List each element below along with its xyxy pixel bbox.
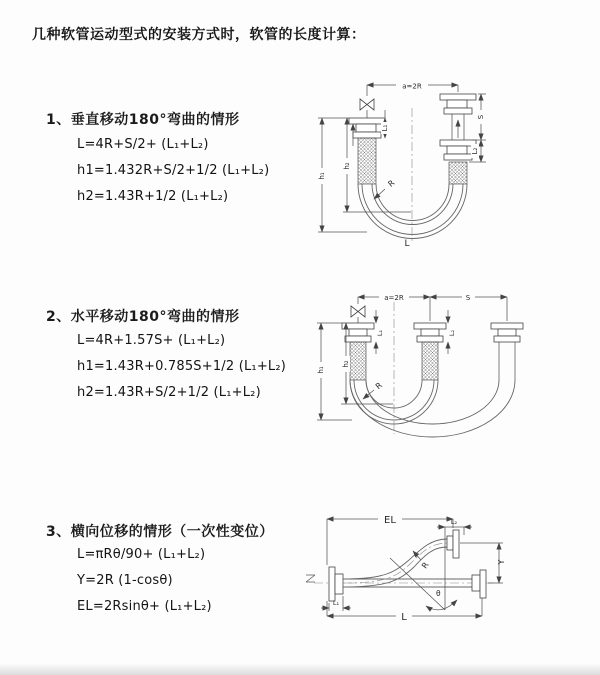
flange-fitting-right-moved [491, 323, 523, 342]
dim-label-el: EL [384, 515, 396, 526]
formula-line: L=4R+1.57S+ (L₁+L₂) [77, 333, 226, 348]
formula-line: h2=1.43R+1/2 (L₁+L₂) [77, 189, 229, 204]
braided-hose-middle [422, 342, 438, 380]
angle-label-theta: θ [436, 589, 441, 598]
hose-u-bend [358, 184, 467, 239]
dim-label-l2: L₂ [450, 518, 458, 526]
dim-label-r: R [373, 380, 384, 392]
dim-label-l2: L₂ [471, 147, 479, 155]
section-2-heading: 2、水平移动180°弯曲的情形 [46, 309, 240, 325]
dim-label-l1: L₁ [376, 329, 384, 337]
braided-hose-left [350, 342, 366, 380]
centerline-mark [306, 575, 315, 582]
flange-fitting-left [342, 323, 374, 342]
formula-line: L=4R+S/2+ (L₁+L₂) [77, 137, 209, 152]
dim-label-l2: L₂ [448, 329, 456, 337]
valve-icon [351, 306, 365, 323]
section-1-heading: 1、垂直移动180°弯曲的情形 [46, 112, 240, 128]
braided-hose-left [358, 138, 376, 184]
dim-label-a2r: a=2R [402, 82, 422, 91]
dim-label-s: S [477, 114, 485, 120]
flange-fitting-left [349, 118, 385, 138]
dim-label-h2: h₂ [342, 360, 350, 368]
flange-fitting-right-upper [447, 530, 459, 558]
dim-label-r: R [420, 560, 431, 571]
formula-line: h2=1.43R+S/2+1/2 (L₁+L₂) [77, 385, 261, 400]
dim-label-a2r: a=2R [384, 294, 404, 302]
braided-hose-right [449, 162, 467, 184]
flange-fitting-middle [414, 323, 446, 342]
dim-label-r: R [386, 178, 397, 189]
diagram-horizontal-180-bend [310, 286, 565, 456]
dim-label-h1: h₁ [318, 172, 326, 180]
angle-arc-arrow [426, 600, 457, 610]
dim-label-s: S [465, 294, 471, 302]
diagram-vertical-180-bend [312, 72, 552, 257]
hose-u-bends [350, 380, 515, 437]
formula-line: L=πRθ/90+ (L₁+L₂) [77, 547, 206, 562]
formula-line: h1=1.432R+S/2+1/2 (L₁+L₂) [77, 163, 270, 178]
dim-label-h2: h₂ [343, 162, 351, 170]
diagram-lateral-displacement [298, 503, 593, 643]
dim-label-y: Y [497, 559, 506, 565]
dim-label-h1: h₁ [317, 366, 325, 374]
formula-line: EL=2Rsinθ+ (L₁+L₂) [77, 599, 212, 614]
radius-construction-line [390, 558, 445, 610]
valve-icon [360, 99, 374, 118]
section-3-heading: 3、横向位移的情形（一次性变位） [46, 524, 274, 540]
flange-fitting-right-upper [440, 94, 476, 114]
formula-line: h1=1.43R+0.785S+1/2 (L₁+L₂) [77, 359, 287, 374]
dim-label-l: L [401, 612, 407, 623]
scan-edge-shadow [0, 663, 600, 675]
dim-label-l: L [404, 239, 410, 249]
radius-leader [374, 189, 385, 199]
dim-label-l1: L₁ [332, 599, 340, 607]
dim-label-l1: L₁ [381, 124, 389, 132]
flange-fitting-left [329, 567, 343, 601]
page-title: 几种软管运动型式的安装方式时，软管的长度计算： [32, 27, 366, 43]
flange-fitting-right-lower [472, 570, 486, 598]
formula-line: Y=2R (1-cosθ) [77, 573, 173, 588]
